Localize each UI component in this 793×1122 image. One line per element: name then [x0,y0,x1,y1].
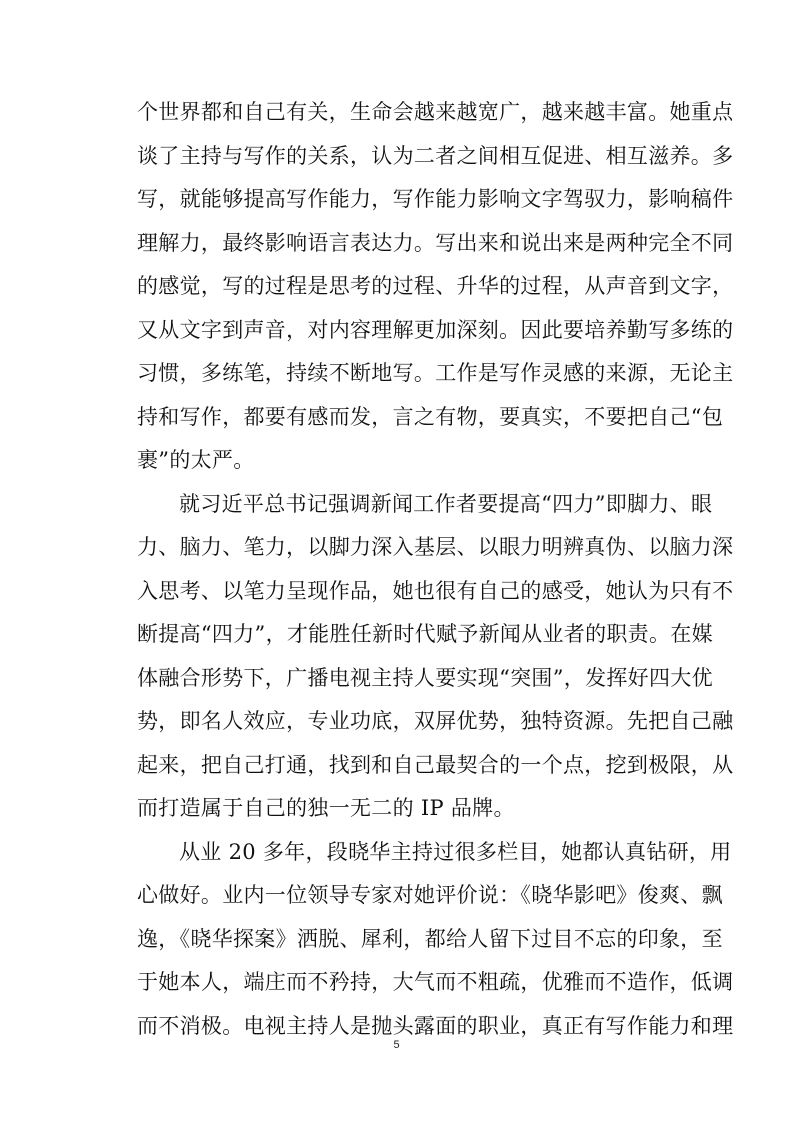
text-line: 理解力，最终影响语言表达力。写出来和说出来是两种完全不同 [137,230,734,255]
text-line: 力、脑力、笔力，以脚力深入基层、以眼力明辨真伪、以脑力深 [137,535,734,559]
paragraph-2 [137,483,734,831]
text-line: 势，即名人效应，专业功底，双屏优势，独特资源。先把自己融 [137,709,734,733]
paragraph-3 [137,831,734,1049]
text-line: 而不消极。电视主持人是抛头露面的职业，真正有写作能力和理 [137,1013,734,1038]
text-line: 又从文字到声音，对内容理解更加深刻。因此要培养勤写多练的 [137,317,734,342]
text-line: 持和写作，都要有感而发，言之有物，要真实，不要把自己“包 [137,404,724,429]
page-number: 5 [393,1039,400,1051]
document-body [137,91,734,1048]
text-line: 断提高“四力”，才能胜任新时代赋予新闻从业者的职责。在媒 [137,622,713,646]
text-line: 裹”的太严。 [137,448,255,472]
text-line: 入思考、以笔力呈现作品，她也很有自己的感受，她认为只有不 [137,578,734,603]
text-line: 写，就能够提高写作能力，写作能力影响文字驾驭力，影响稿件 [137,187,734,211]
text-line: 而打造属于自己的独一无二的 IP 品牌。 [137,796,515,820]
text-line: 体融合形势下，广播电视主持人要实现“突围”，发挥好四大优 [137,665,713,690]
text-line: 逸，《晓华探案》洒脱、犀利，都给人留下过目不忘的印象，至 [137,926,723,951]
text-line: 个世界都和自己有关，生命会越来越宽广，越来越丰富。她重点 [137,100,734,124]
text-line: 谈了主持与写作的关系，认为二者之间相互促进、相互滋养。多 [137,143,734,168]
text-line: 的感觉，写的过程是思考的过程、升华的过程，从声音到文字， [137,274,734,298]
text-line: 从业 20 多年，段晓华主持过很多栏目，她都认真钻研，用 [179,839,732,864]
text-line: 起来，把自己打通，找到和自己最契合的一个点，挖到极限，从 [137,752,734,777]
text-line: 习惯，多练笔，持续不断地写。工作是写作灵感的来源，无论主 [137,361,734,385]
text-line: 就习近平总书记强调新闻工作者要提高“四力”即脚力、眼 [179,491,713,516]
text-line: 心做好。业内一位领导专家对她评价说：《晓华影吧》俊爽、飘 [137,883,723,907]
text-line: 于她本人，端庄而不矜持，大气而不粗疏，优雅而不造作，低调 [137,970,734,994]
paragraph-1 [137,91,734,483]
